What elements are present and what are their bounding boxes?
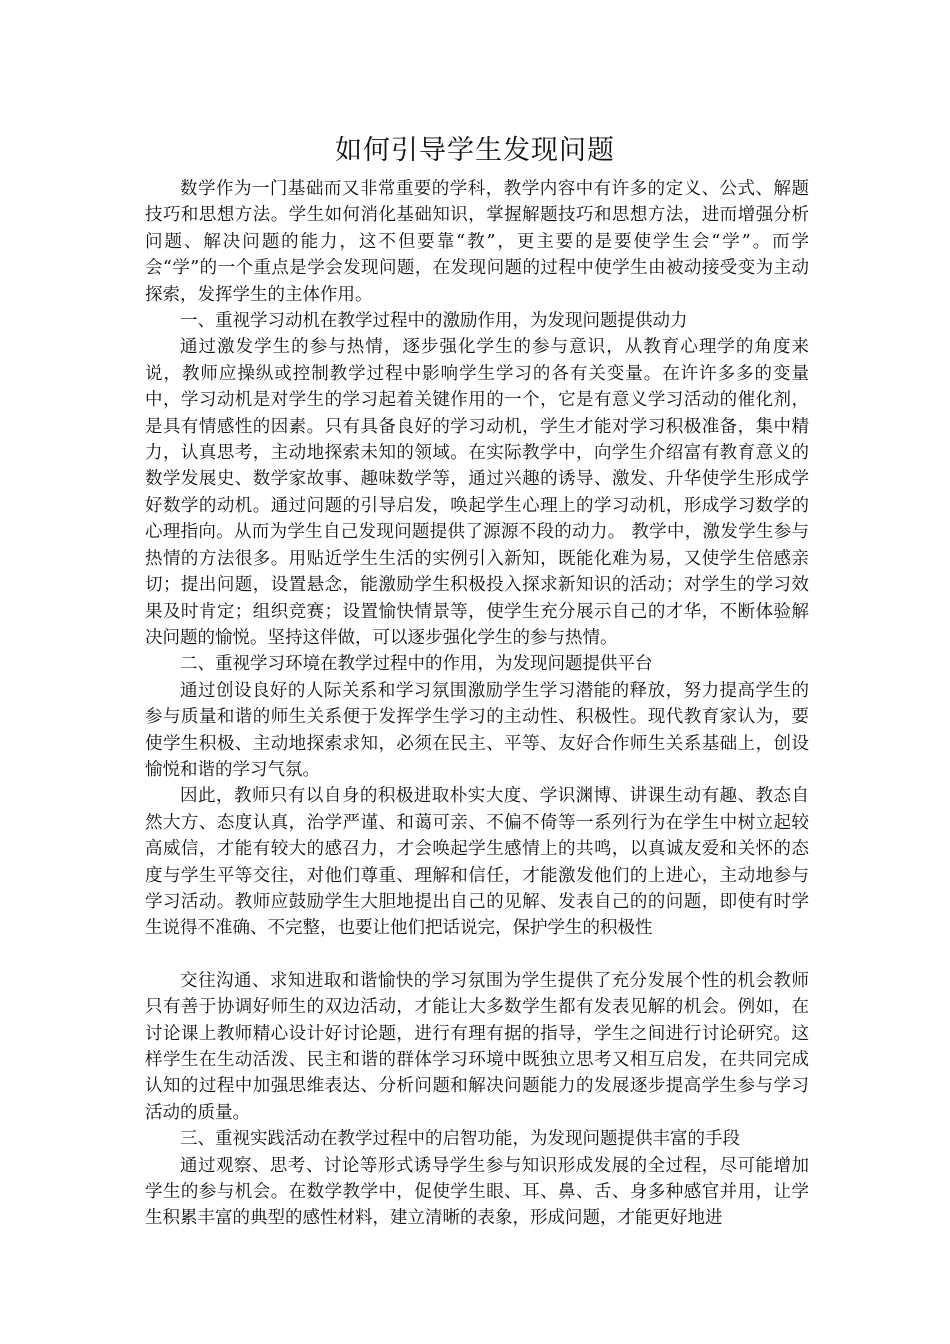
paragraph-section-1: 通过激发学生的参与热情，逐步强化学生的参与意识，从教育心理学的角度来说，教师应操纵或控制教学过程中影响学生学习的各有关变量。在许许多多的变量中，学习动机是对学生的学习起着关键作用的一个，它是有意义学习活动的催化剂，是具有情感性的因素。只有具备良好的学习动机，学生才能对学习积极准备，集中精力，认真思考，主动地探索未知的领域。在实际教学中，向学生介绍富有教育意义的数学发展史、数学家故事、趣味数学等，通过兴趣的诱导、激发、升华使学生形成学好数学的动机。通过问题的引导启发，唤起学生心理上的学习动机，形成学习数学的心理指向。从而为学生自己发现问题提供了源源不段的动力。 教学中，激发学生参与热情的方法很多。用贴近学生生活的实例引入新知，既能化难为易，又使学生倍感亲切；提出问题，设置悬念，能激励学生积极投入探求新知识的活动；对学生的学习效果及时肯定；组织竞赛；设置愉快情景等，使学生充分展示自己的才华，不断体验解决问题的愉悦。坚持这伴做，可以逐步强化学生的参与热情。 xyxy=(145,337,809,648)
paragraph-section-2-a: 通过创设良好的人际关系和学习氛围激励学生学习潜能的释放，努力提高学生的参与质量和谐的师生关系便于发挥学生学习的主动性、积极性。现代教育家认为，要使学生积极、主动地探索求知，必须在民主、平等、友好合作师生关系基础上，创设愉悦和谐的学习气氛。 xyxy=(145,680,809,780)
section-heading-3: 三、重视实践活动在教学过程中的启智功能，为发现问题提供丰富的手段 xyxy=(180,1129,740,1150)
section-heading-1: 一、重视学习动机在教学过程中的激励作用，为发现问题提供动力 xyxy=(180,311,688,332)
paragraph-section-3: 通过观察、思考、讨论等形式诱导学生参与知识形成发展的全过程，尽可能增加学生的参与机会。在数学教学中，促使学生眼、耳、鼻、舌、身多种感官并用，让学生积累丰富的典型的感性材料，建立清晰的表象，形成问题，才能更好地进 xyxy=(145,1155,809,1229)
document-title: 如何引导学生发现问题 xyxy=(335,135,615,166)
document-body xyxy=(145,176,809,1232)
paragraph-intro: 数学作为一门基础而又非常重要的学科，教学内容中有许多的定义、公式、解题技巧和思想方法。学生如何消化基础知识，掌握解题技巧和思想方法，进而增强分析问题、解决问题的能力，这不但要靠“教”，更主要的是要使学生会“学”。而学会“学”的一个重点是学会发现问题，在发现问题的过程中使学生由被动接受变为主动探索，发挥学生的主体作用。 xyxy=(145,179,809,305)
paragraph-section-2-b: 因此，教师只有以自身的积极进取朴实大度、学识渊博、讲课生动有趣、教态自然大方、态度认真，治学严谨、和蔼可亲、不偏不倚等一系列行为在学生中树立起较高威信，才能有较大的感召力，才会唤起学生感情上的共鸣，以真诚友爱和关怀的态度与学生平等交往，对他们尊重、理解和信任，才能激发他们的上进心，主动地参与学习活动。教师应鼓励学生大胆地提出自己的见解、发表自己的的问题，即使有时学生说得不准确、不完整，也要让他们把话说完，保护学生的积极性 xyxy=(145,786,809,939)
section-heading-2: 二、重视学习环境在教学过程中的作用，为发现问题提供平台 xyxy=(180,654,653,675)
paragraph-section-2-c: 交往沟通、求知进取和谐愉快的学习氛围为学生提供了充分发展个性的机会教师只有善于协调好师生的双边活动，才能让大多数学生都有发表见解的机会。例如，在讨论课上教师精心设计好讨论题，进行有理有据的指导，学生之间进行讨论研究。这样学生在生动活泼、民主和谐的群体学习环境中既独立思考又相互启发，在共同完成认知的过程中加强思维表达、分析问题和解决问题能力的发展逐步提高学生参与学习活动的质量。 xyxy=(145,970,809,1123)
